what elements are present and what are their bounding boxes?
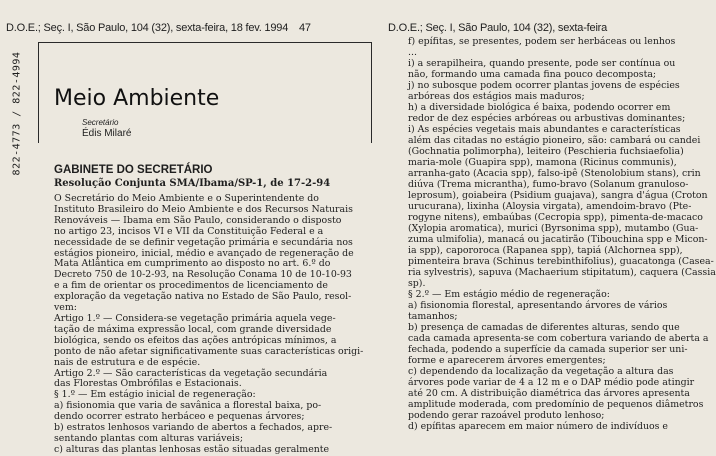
text-line: sp). xyxy=(408,278,426,289)
text-line: forme e aparecerem árvores emergentes; xyxy=(408,355,606,366)
text-line: leprosum), goiabeira (Psidium guajava), sangra d'água (Croton xyxy=(408,190,708,201)
text-line: redor de dez espécies arbóreas ou arbustivas dominantes; xyxy=(408,113,686,124)
text-line: zuma ulmifolia), manacá ou jacatirão (Tibouchina spp e Micon- xyxy=(408,234,708,245)
text-line: além das citadas no estágio pioneiro, são: cambará ou candei xyxy=(408,135,701,146)
text-line: podendo gerar razoável produto lenhoso; xyxy=(408,410,605,421)
text-line: rogyne nitens), embaúbas (Cecropia spp), pimenta-de-macaco xyxy=(408,212,703,223)
page-number: 47 xyxy=(298,22,311,34)
text-line: i) a serapilheira, quando presente, pode ser contínua ou xyxy=(408,58,676,69)
text-line: Instituto Brasileiro do Meio Ambiente e dos Recursos Naturais xyxy=(54,203,353,215)
resolution-heading: Resolução Conjunta SMA/Ibama/SP-1, de 17-2-94 xyxy=(54,178,331,189)
text-line: tação de máxima expressão local, com grande diversidade xyxy=(54,323,332,335)
text-line: exploração da vegetação nativa no Estado de São Paulo, resol- xyxy=(54,291,352,303)
text-line: c) alturas das plantas lenhosas estão situadas geralmente xyxy=(54,443,330,455)
text-line: ponto de não afetar significativamente suas características origi- xyxy=(54,345,364,357)
text-line: Mata Atlântica em cumprimento ao disposto no art. 6.º do xyxy=(54,258,331,270)
text-line: das Florestas Ombrófilas e Estacionais. xyxy=(54,378,242,390)
text-line: (Xylopia aromatica), murici (Byrsonima spp), mutambo (Gua- xyxy=(408,223,699,234)
secretary-label: Secretário xyxy=(82,118,119,127)
text-line: cada camada apresenta-se com cobertura variando de aberta a xyxy=(408,333,709,344)
text-line: biológica, sendo os efeitos das ações antrópicas mínimos, a xyxy=(54,334,337,346)
text-line: Decreto 750 de 10-2-93, na Resolução Conama 10 de 10-10-93 xyxy=(54,269,352,281)
text-line: ria sylvestris), sapuva (Machaerium stipitatum), caquera (Cassia xyxy=(408,267,716,278)
text-line: b) estratos lenhosos variando de abertos a fechados, apre- xyxy=(54,422,333,434)
left-body-text xyxy=(54,194,374,456)
text-line: dendo ocorrer estrato herbáceo e pequenas árvores; xyxy=(54,411,305,423)
office-heading: GABINETE DO SECRETÁRIO xyxy=(54,164,213,176)
secretary-name: Édis Milaré xyxy=(82,128,132,139)
header-right-text: D.O.E.; Seç. I, São Paulo, 104 (32), sexta-feira xyxy=(388,22,608,34)
text-line: fechada, podendo a superfície da camada superior ser uni- xyxy=(408,344,688,355)
text-line: Artigo 1.º — Considera-se vegetação primária aquela vege- xyxy=(54,312,336,324)
text-line: arranha-gato (Acacia spp), falso-ipê (Stenolobium stans), crin xyxy=(408,168,701,179)
section-title: Meio Ambiente xyxy=(54,86,220,111)
text-line: Artigo 2.º — São características da vegetação secundária xyxy=(54,367,328,379)
text-line: ... xyxy=(408,47,417,58)
text-line: b) presença de camadas de diferentes alturas, sendo que xyxy=(408,322,680,333)
text-line: h) a diversidade biológica é baixa, podendo ocorrer em xyxy=(408,102,671,113)
text-line: árvores pode variar de 4 a 12 m e o DAP médio pode atingir xyxy=(408,377,695,388)
text-line: § 1.º — Em estágio inicial de regeneração: xyxy=(54,389,256,401)
page-header-right xyxy=(388,22,607,34)
right-column xyxy=(408,36,716,432)
left-column xyxy=(38,42,374,455)
text-line: a) fisionomia que varia de savânica a florestal baixa, po- xyxy=(54,400,322,412)
text-line: necessidade de se definir vegetação primária e secundária nos xyxy=(54,236,353,248)
text-line: amplitude moderada, com predomínio de pequenos diâmetros xyxy=(408,399,704,410)
text-line: até 20 cm. A distribuição diamétrica das árvores apresenta xyxy=(408,388,690,399)
text-line: § 2.º — Em estágio médio de regeneração: xyxy=(408,289,610,300)
text-line: no artigo 23, incisos VI e VII da Constituição Federal e a xyxy=(54,225,324,237)
text-line: O Secretário do Meio Ambiente e o Superintendente do xyxy=(54,193,319,204)
text-line: ia spp), capororoca (Rapanea spp), tapiá (Alchornea spp), xyxy=(408,245,683,256)
text-line: maria-mole (Guapira spp), mamona (Ricinus communis), xyxy=(408,157,677,168)
text-line: vem: xyxy=(54,302,77,314)
text-line: j) no subosque podem ocorrer plantas jovens de espécies xyxy=(408,80,680,91)
text-line: sentando plantas com alturas variáveis; xyxy=(54,432,243,444)
text-line: urucurana), lixinha (Aloysia virgata), amendoim-bravo (Pte- xyxy=(408,201,692,212)
handwritten-fax-other: 822-4773 / 822-4994 xyxy=(11,51,23,176)
text-line: diúva (Trema micrantha), fumo-bravo (Solanum granuloso- xyxy=(408,179,689,190)
text-line: estágios pioneiro, inicial, médio e avançado de regeneração de xyxy=(54,247,354,259)
text-line: não, formando uma camada fina pouco decomposta; xyxy=(408,69,657,80)
text-line: (Gochnatia polimorpha), leiteiro (Peschieria fuchsiaefolia) xyxy=(408,146,684,157)
page-header-left xyxy=(6,22,311,34)
text-line: i) As espécies vegetais mais abundantes e características xyxy=(408,124,681,135)
text-line: pimenteira brava (Schinus terebinthifolius), guacatonga (Casea- xyxy=(408,256,714,267)
text-line: Renováveis — Ibama em São Paulo, considerando o disposto xyxy=(54,214,342,226)
text-line: d) epífitas aparecem em maior número de indivíduos e xyxy=(408,421,668,432)
header-left-text: D.O.E.; Seç. I, São Paulo, 104 (32), sexta-feira, 18 fev. 1994 xyxy=(6,22,289,34)
text-line: f) epífitas, se presentes, podem ser herbáceas ou lenhos xyxy=(408,36,676,47)
text-line: a) fisionomia florestal, apresentando árvores de vários xyxy=(408,300,668,311)
text-line: tamanhos; xyxy=(408,311,458,322)
text-line: arbóreas dos estágios mais maduros; xyxy=(408,91,585,102)
text-line: c) dependendo da localização da vegetação a altura das xyxy=(408,366,674,377)
text-line: e a fim de orientar os procedimentos de licenciamento de xyxy=(54,280,328,292)
text-line: nais de estrutura e de espécie. xyxy=(54,356,201,368)
